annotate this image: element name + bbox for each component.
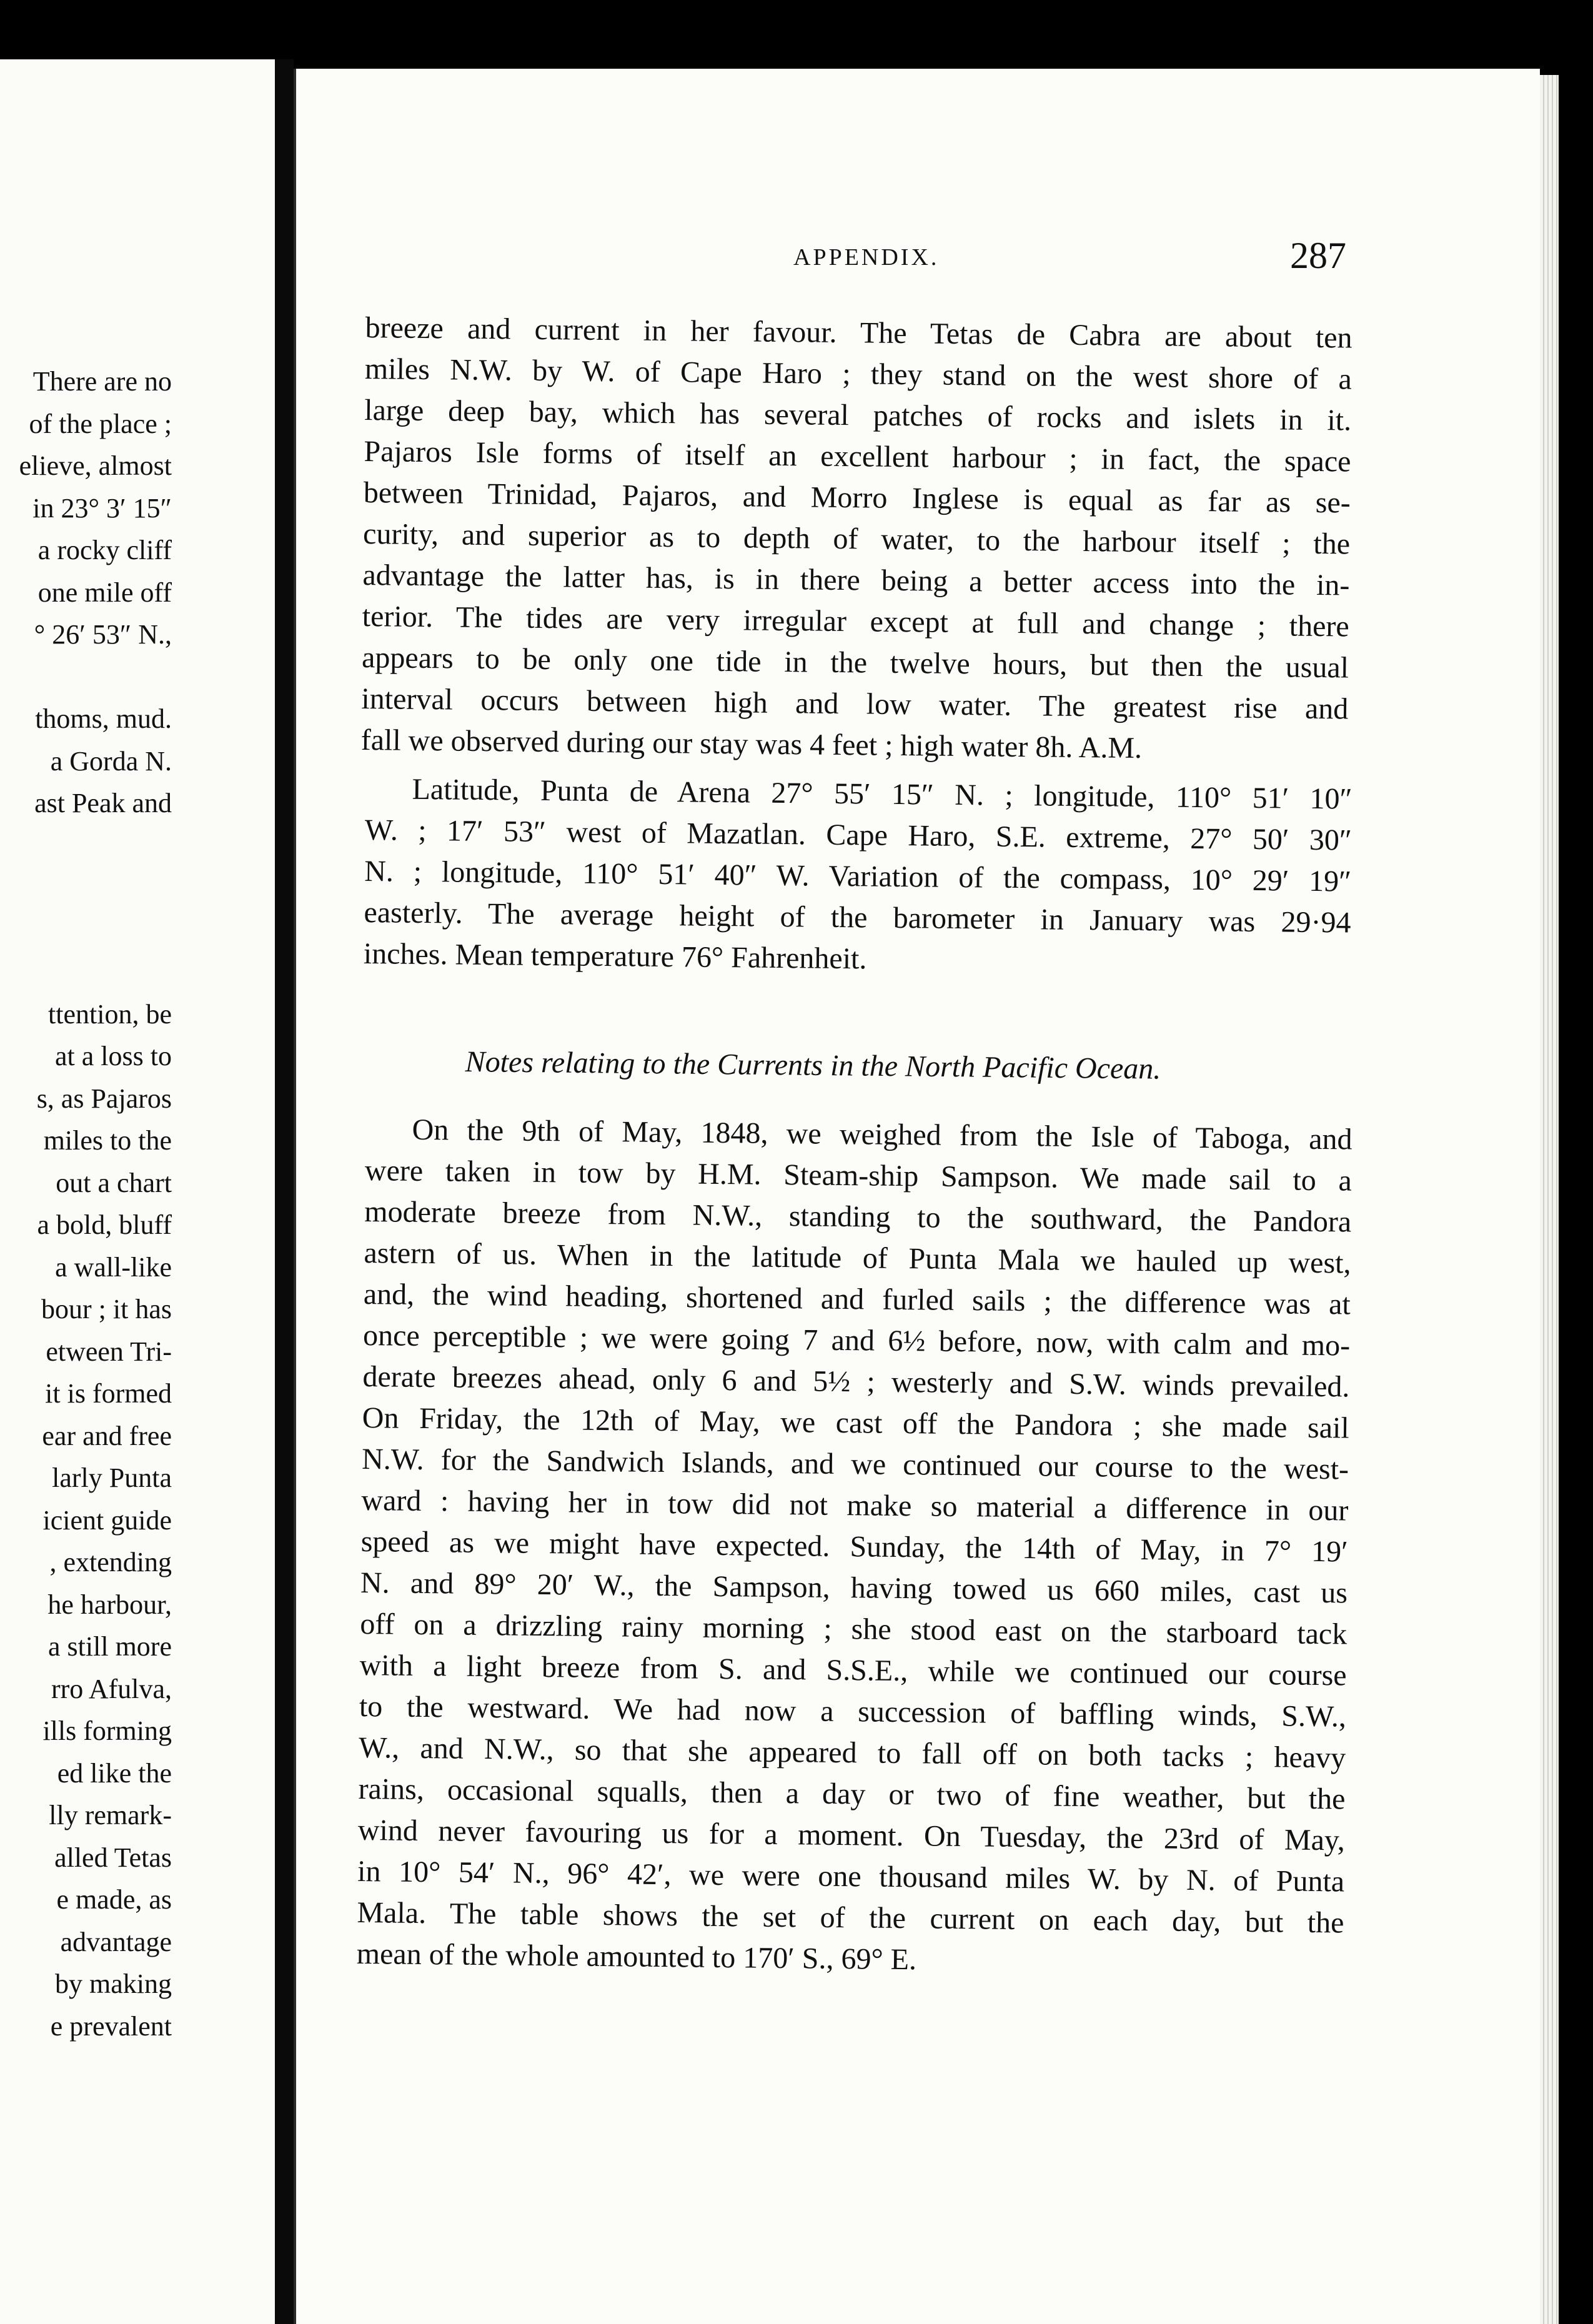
text-line: W. ; 17′ 53″ west of Mazatlan. Cape Haro, S.E. extreme, 27° 50′ 30″ (364, 813, 1352, 857)
page-number: 287 (1290, 235, 1346, 276)
paragraph-currents (356, 1109, 1352, 1985)
paragraph-latitude (364, 768, 1352, 985)
text-line: appears to be only one tide in the twelve hours, but then the usual (361, 640, 1349, 685)
text-line: ills forming (42, 1716, 172, 1746)
text-line: mean of the whole amounted to 170′ S., 69° E. (356, 1937, 917, 1977)
text-line: Mala. The table shows the set of the current on each day, but the (357, 1895, 1344, 1940)
text-line: off on a drizzling rainy morning ; she stood east on the starboard tack (360, 1607, 1347, 1651)
page-edges (1540, 75, 1559, 2324)
running-head: APPENDIX. (793, 244, 940, 271)
text-line: N. and 89° 20′ W., the Sampson, having towed us 660 miles, cast us (360, 1566, 1348, 1610)
text-line: thoms, mud. (35, 703, 172, 734)
book-gutter (275, 59, 294, 2324)
text-line: out a chart (56, 1167, 172, 1198)
text-line: a bold, bluff (37, 1209, 172, 1240)
text-line: large deep bay, which has several patches of rocks and islets in it. (364, 393, 1352, 437)
text-line: speed as we might have expected. Sunday, the 14th of May, in 7° 19′ (360, 1524, 1348, 1569)
text-line: bour ; it has (41, 1294, 172, 1324)
section-heading: Notes relating to the Currents in the North Pacific Ocean. (465, 1045, 1161, 1086)
text-line: miles N.W. by W. of Cape Haro ; they stand on the west shore of a (364, 352, 1352, 396)
text-line (19, 909, 172, 951)
text-line: larly Punta (52, 1462, 172, 1493)
text-line: in 23° 3′ 15″ (32, 492, 172, 524)
text-line: fall we observed during our stay was 4 feet ; high water 8h. A.M. (360, 723, 1143, 765)
text-line: Latitude, Punta de Arena 27° 55′ 15″ N. ; longitude, 110° 51′ 10″ (412, 772, 1352, 816)
text-line: with a light breeze from S. and S.S.E., while we continued our course (359, 1648, 1347, 1692)
text-line (19, 951, 172, 993)
text-line: derate breezes ahead, only 6 and 5½ ; westerly and S.W. winds prevailed. (362, 1359, 1350, 1404)
text-line: a wall-like (55, 1251, 172, 1283)
text-line (19, 867, 172, 909)
text-line: one mile off (37, 577, 172, 608)
text-line: easterly. The average height of the barometer in January was 29·94 (364, 895, 1351, 940)
text-line: between Trinidad, Pajaros, and Morro Inglese is equal as far as se- (363, 475, 1351, 520)
text-line (19, 656, 172, 698)
text-line: ed like the (57, 1757, 172, 1789)
text-line: advantage (60, 1926, 172, 1957)
text-line: N.W. for the Sandwich Islands, and we continued our course to the west- (361, 1442, 1349, 1486)
text-line: , extending (49, 1547, 172, 1577)
text-line: it is formed (45, 1378, 172, 1409)
text-line: curity, and superior as to depth of water, to the harbour itself ; the (362, 517, 1351, 561)
text-line: advantage the latter has, is in there being a better access into the in- (362, 558, 1350, 602)
text-line: lly remark- (49, 1800, 172, 1830)
text-line: to the westward. We had now a succession of baffling winds, S.W., (359, 1689, 1347, 1734)
text-line: ttention, be (48, 998, 172, 1030)
text-line: alled Tetas (54, 1842, 172, 1873)
text-line: icient guide (42, 1504, 172, 1536)
text-line: a rocky cliff (37, 535, 172, 565)
text-line: and, the wind heading, shortened and furled sails ; the difference was at (363, 1277, 1351, 1321)
text-line: once perceptible ; we were going 7 and 6½ before, now, with calm and mo- (362, 1318, 1351, 1363)
text-line: rains, occasional squalls, then a day or two of fine weather, but the (358, 1772, 1346, 1816)
text-line: e prevalent (50, 2010, 172, 2042)
left-page-text (19, 360, 172, 2047)
paragraph-continuation (360, 307, 1352, 772)
left-page (0, 59, 275, 2324)
text-line: elieve, almost (19, 450, 172, 481)
text-line: interval occurs between high and low water. The greatest rise and (361, 682, 1349, 726)
text-line: ear and free (42, 1420, 172, 1451)
text-line: terior. The tides are very irregular except at full and change ; there (362, 599, 1350, 643)
text-line: ward : having her in tow did not make so material a difference in our (361, 1483, 1349, 1527)
text-line: W., and N.W., so that she appeared to fall off on both tacks ; heavy (359, 1731, 1346, 1775)
text-line: etween Tri- (46, 1336, 172, 1367)
text-line: a still more (48, 1631, 172, 1662)
text-line: miles to the (43, 1125, 172, 1156)
text-line: in 10° 54′ N., 96° 42′, we were one thousand miles W. by N. of Punta (357, 1854, 1345, 1899)
text-line: a Gorda N. (50, 745, 172, 777)
text-line (19, 825, 172, 867)
text-line: by making (55, 1969, 172, 1999)
text-line: e made, as (56, 1884, 172, 1915)
text-line: rro Afulva, (51, 1673, 172, 1704)
text-line: he harbour, (47, 1589, 172, 1620)
text-line: On the 9th of May, 1848, we weighed from the Isle of Taboga, and (412, 1113, 1352, 1156)
text-line: astern of us. When in the latitude of Punta Mala we hauled up west, (364, 1236, 1351, 1280)
text-line: There are no (32, 366, 172, 397)
text-line: N. ; longitude, 110° 51′ 40″ W. Variation of the compass, 10° 29′ 19″ (364, 854, 1352, 898)
text-line: were taken in tow by H.M. Steam-ship Sampson. We made sail to a (364, 1153, 1352, 1198)
text-line: On Friday, the 12th of May, we cast off the Pandora ; she made sail (362, 1401, 1350, 1445)
text-line: s, as Pajaros (36, 1083, 172, 1114)
text-line: at a loss to (55, 1041, 172, 1071)
text-line: wind never favouring us for a moment. On Tuesday, the 23rd of May, (357, 1813, 1346, 1857)
text-line: ° 26′ 53″ N., (34, 619, 172, 650)
text-line: Pajaros Isle forms of itself an excellent harbour ; in fact, the space (364, 434, 1351, 479)
text-line: of the place ; (29, 408, 172, 439)
text-line: ast Peak and (34, 788, 172, 818)
text-line: breeze and current in her favour. The Tetas de Cabra are about ten (365, 310, 1352, 355)
text-line: inches. Mean temperature 76° Fahrenheit. (363, 936, 867, 976)
text-line: moderate breeze from N.W., standing to the southward, the Pandora (364, 1194, 1352, 1239)
